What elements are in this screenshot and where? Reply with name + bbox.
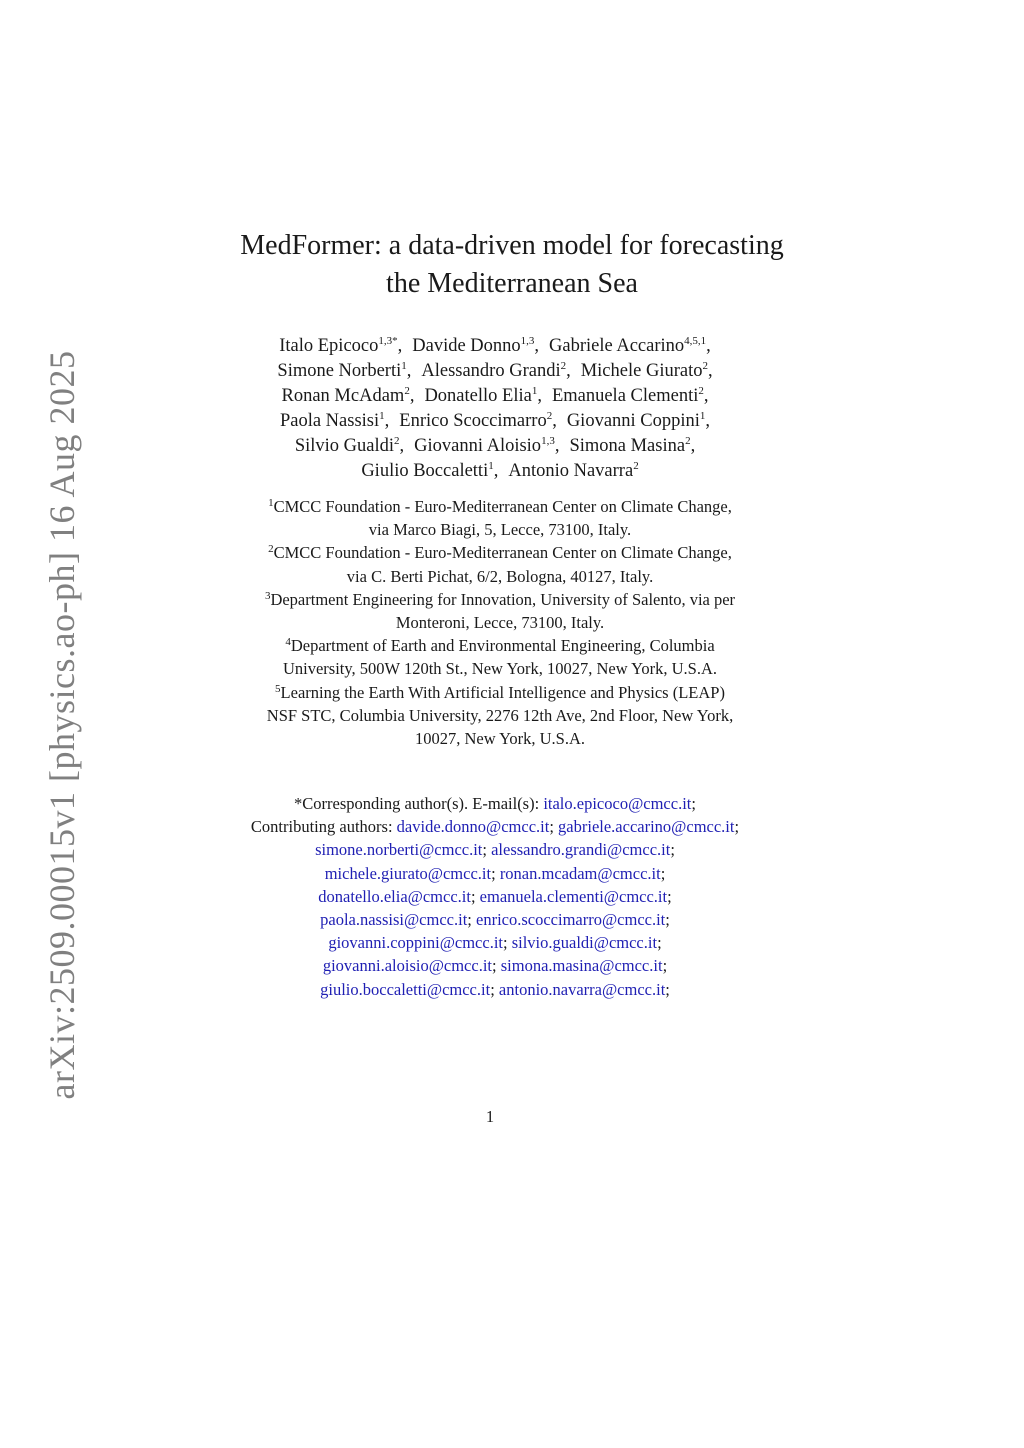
author-separator: , xyxy=(399,436,405,456)
author-separator: , xyxy=(537,386,542,406)
author-name-text: Emanuela Clementi xyxy=(551,386,699,406)
author-line xyxy=(0,334,1000,359)
affiliation-text: Department Engineering for Innovation, University of Salento, via per xyxy=(270,589,736,609)
corresponding-label: *Corresponding author(s). E-mail(s): xyxy=(294,794,544,813)
contributing-email-link[interactable]: davide.donno@cmcc.it xyxy=(396,817,550,837)
separator: ; xyxy=(667,886,672,906)
author-name-text: Gabriele Accarino xyxy=(549,336,685,356)
author-line xyxy=(0,459,1000,484)
author-name-text: Paola Nassisi xyxy=(279,411,380,431)
author-name xyxy=(399,411,552,431)
contributing-emails-line xyxy=(0,978,990,1001)
affiliation-line xyxy=(0,565,1000,588)
contributing-email-link[interactable]: giulio.boccaletti@cmcc.it xyxy=(320,979,491,999)
author-name-text: Simone Norberti xyxy=(277,361,402,381)
author-line xyxy=(0,359,1000,384)
affiliation-line xyxy=(0,588,1000,611)
separator: ; xyxy=(491,863,500,883)
author-separator: , xyxy=(554,436,560,456)
contributing-email-link[interactable]: giovanni.coppini@cmcc.it xyxy=(328,933,503,953)
author-separator: , xyxy=(690,436,696,456)
affiliation-text: CMCC Foundation - Euro-Mediterranean Center on Climate Change, xyxy=(273,543,732,563)
affiliation-line xyxy=(0,541,1000,564)
affiliation-marker: 2 xyxy=(268,543,274,556)
contributing-email-link[interactable]: simone.norberti@cmcc.it xyxy=(315,840,483,860)
corresponding-author-line xyxy=(0,792,990,815)
author-affiliation-marker: 4,5,1 xyxy=(684,335,707,347)
author-affiliation-marker: 2 xyxy=(698,385,704,397)
contributing-emails-line xyxy=(0,862,990,885)
arxiv-identifier-stamp: arXiv:2509.00015v1 [physics.ao-ph] 16 Aug 2025 xyxy=(42,350,82,1100)
author-separator: , xyxy=(552,411,557,431)
author-separator: , xyxy=(384,411,390,431)
author-name-text: Michele Giurato xyxy=(580,361,703,381)
author-name-text: Davide Donno xyxy=(412,336,521,356)
contributing-email-link[interactable]: ronan.mcadam@cmcc.it xyxy=(499,863,661,883)
separator: ; xyxy=(662,956,668,976)
affiliation-line xyxy=(0,634,1000,657)
author-name-text: Enrico Scoccimarro xyxy=(399,411,547,431)
author-affiliation-marker: 2 xyxy=(633,460,639,472)
affiliation-text: via C. Berti Pichat, 6/2, Bologna, 40127, Italy. xyxy=(346,566,654,586)
separator: ; xyxy=(734,817,740,837)
author-line xyxy=(0,409,1000,434)
author-affiliation-marker: 1,3 xyxy=(541,435,555,447)
author-name-text: Donatello Elia xyxy=(424,386,532,406)
affiliation-marker: 3 xyxy=(264,589,271,602)
author-affiliation-marker: 1 xyxy=(379,410,385,422)
affiliation-line xyxy=(0,727,1000,750)
separator: ; xyxy=(660,863,666,883)
affiliation-line xyxy=(0,518,1000,541)
separator: ; xyxy=(467,910,476,930)
separator: ; xyxy=(665,910,670,930)
contributing-label: Contributing authors: xyxy=(250,817,397,837)
author-affiliation-marker: 1,3* xyxy=(378,335,398,347)
author-separator: , xyxy=(566,361,571,381)
author-name xyxy=(569,436,690,456)
author-name xyxy=(414,436,555,456)
author-name xyxy=(508,461,638,481)
separator: ; xyxy=(482,840,492,860)
author-name-text: Italo Epicoco xyxy=(279,336,379,356)
author-name-text: Simona Masina xyxy=(569,436,686,456)
affiliation-line xyxy=(0,495,1000,518)
author-name xyxy=(549,336,706,356)
author-name xyxy=(424,386,537,406)
affiliation-text: via Marco Biagi, 5, Lecce, 73100, Italy. xyxy=(368,520,632,540)
affiliation-text: Monteroni, Lecce, 73100, Italy. xyxy=(395,613,605,633)
contributing-emails-line xyxy=(0,954,990,977)
separator: ; xyxy=(670,840,675,860)
separator: ; xyxy=(492,956,501,976)
author-separator: , xyxy=(534,336,540,356)
contributing-email-link[interactable]: simona.masina@cmcc.it xyxy=(500,956,663,976)
author-separator: , xyxy=(706,336,711,356)
affiliation-text: Learning the Earth With Artificial Intelligence and Physics (LEAP) xyxy=(280,682,725,702)
author-separator: , xyxy=(707,361,713,381)
paper-title-line-2: the Mediterranean Sea xyxy=(386,268,638,299)
author-separator: , xyxy=(493,461,499,481)
author-name-text: Antonio Navarra xyxy=(508,461,634,481)
author-affiliation-marker: 1 xyxy=(531,385,538,397)
contact-emails xyxy=(0,792,990,1001)
contributing-email-link[interactable]: alessandro.grandi@cmcc.it xyxy=(491,840,671,860)
author-name xyxy=(282,386,410,406)
contributing-emails-line xyxy=(0,908,990,931)
affiliation-line xyxy=(0,681,1000,704)
affiliation-text: 10027, New York, U.S.A. xyxy=(414,729,586,749)
author-name-text: Ronan McAdam xyxy=(281,386,405,406)
author-name xyxy=(581,361,708,381)
author-affiliation-marker: 2 xyxy=(404,385,410,397)
author-name xyxy=(552,386,704,406)
author-affiliation-marker: 2 xyxy=(685,435,691,447)
corresponding-email-link[interactable]: italo.epicoco@cmcc.it xyxy=(543,794,692,813)
author-separator: , xyxy=(705,411,711,431)
author-separator: , xyxy=(406,361,412,381)
separator: ; xyxy=(665,979,670,999)
contributing-email-link[interactable]: michele.giurato@cmcc.it xyxy=(324,863,492,883)
separator: ; xyxy=(503,933,512,953)
separator: ; xyxy=(490,979,499,999)
separator: ; xyxy=(470,886,480,906)
author-affiliation-marker: 1 xyxy=(401,360,407,372)
contributing-emails-line xyxy=(0,885,990,908)
contributing-emails-line xyxy=(0,931,990,954)
contributing-emails-line xyxy=(0,838,990,861)
author-name xyxy=(421,361,566,381)
affiliation-marker: 5 xyxy=(275,682,281,695)
author-separator: , xyxy=(409,386,415,406)
author-name xyxy=(279,336,397,356)
author-affiliation-marker: 1 xyxy=(699,410,706,422)
author-name xyxy=(361,461,493,481)
author-separator: , xyxy=(397,336,403,356)
author-name xyxy=(295,436,400,456)
author-name xyxy=(567,411,706,431)
author-line xyxy=(0,434,1000,459)
author-name xyxy=(277,361,406,381)
author-name xyxy=(412,336,534,356)
author-line xyxy=(0,384,1000,409)
paper-title xyxy=(0,227,1024,303)
affiliation-text: Department of Earth and Environmental Engineering, Columbia xyxy=(290,636,715,656)
author-name-text: Giulio Boccaletti xyxy=(361,461,489,481)
affiliation-line xyxy=(0,704,1000,727)
affiliation-marker: 4 xyxy=(285,636,291,649)
contributing-emails-line xyxy=(0,815,990,838)
contributing-email-link[interactable]: giovanni.aloisio@cmcc.it xyxy=(322,956,493,976)
separator: ; xyxy=(691,794,696,813)
contributing-email-link[interactable]: gabriele.accarino@cmcc.it xyxy=(558,817,735,837)
affiliation-marker: 1 xyxy=(268,497,274,509)
affiliation-line xyxy=(0,657,1000,680)
author-affiliation-marker: 2 xyxy=(546,410,553,422)
contributing-email-link[interactable]: paola.nassisi@cmcc.it xyxy=(320,910,468,930)
affiliation-line xyxy=(0,611,1000,634)
contributing-email-link[interactable]: emanuela.clementi@cmcc.it xyxy=(479,886,668,906)
affiliation-list xyxy=(0,495,1000,750)
author-affiliation-marker: 2 xyxy=(702,360,708,372)
separator: ; xyxy=(657,933,662,953)
paper-title-line-1: MedFormer: a data-driven model for forecasting xyxy=(240,230,784,261)
author-affiliation-marker: 2 xyxy=(394,435,400,447)
page-number: 1 xyxy=(485,1107,495,1126)
author-name-text: Giovanni Aloisio xyxy=(414,436,542,456)
contributing-email-link[interactable]: donatello.elia@cmcc.it xyxy=(318,886,471,906)
contributing-email-link[interactable]: antonio.navarra@cmcc.it xyxy=(498,979,666,999)
contributing-email-link[interactable]: silvio.gualdi@cmcc.it xyxy=(511,933,658,953)
author-name-text: Silvio Gualdi xyxy=(294,436,394,456)
author-name-text: Alessandro Grandi xyxy=(421,361,561,381)
contributing-email-link[interactable]: enrico.scoccimarro@cmcc.it xyxy=(476,910,666,930)
author-list xyxy=(0,334,1000,484)
author-name xyxy=(280,411,385,431)
author-name-text: Giovanni Coppini xyxy=(566,411,700,431)
author-affiliation-marker: 1,3 xyxy=(520,335,535,347)
separator: ; xyxy=(549,817,559,837)
affiliation-text: NSF STC, Columbia University, 2276 12th Ave, 2nd Floor, New York, xyxy=(266,705,734,725)
author-affiliation-marker: 1 xyxy=(488,460,494,472)
author-separator: , xyxy=(703,386,709,406)
affiliation-text: University, 500W 120th St., New York, 10027, New York, U.S.A. xyxy=(282,659,718,679)
author-affiliation-marker: 2 xyxy=(560,360,567,372)
affiliation-text: CMCC Foundation - Euro-Mediterranean Center on Climate Change, xyxy=(273,497,732,516)
